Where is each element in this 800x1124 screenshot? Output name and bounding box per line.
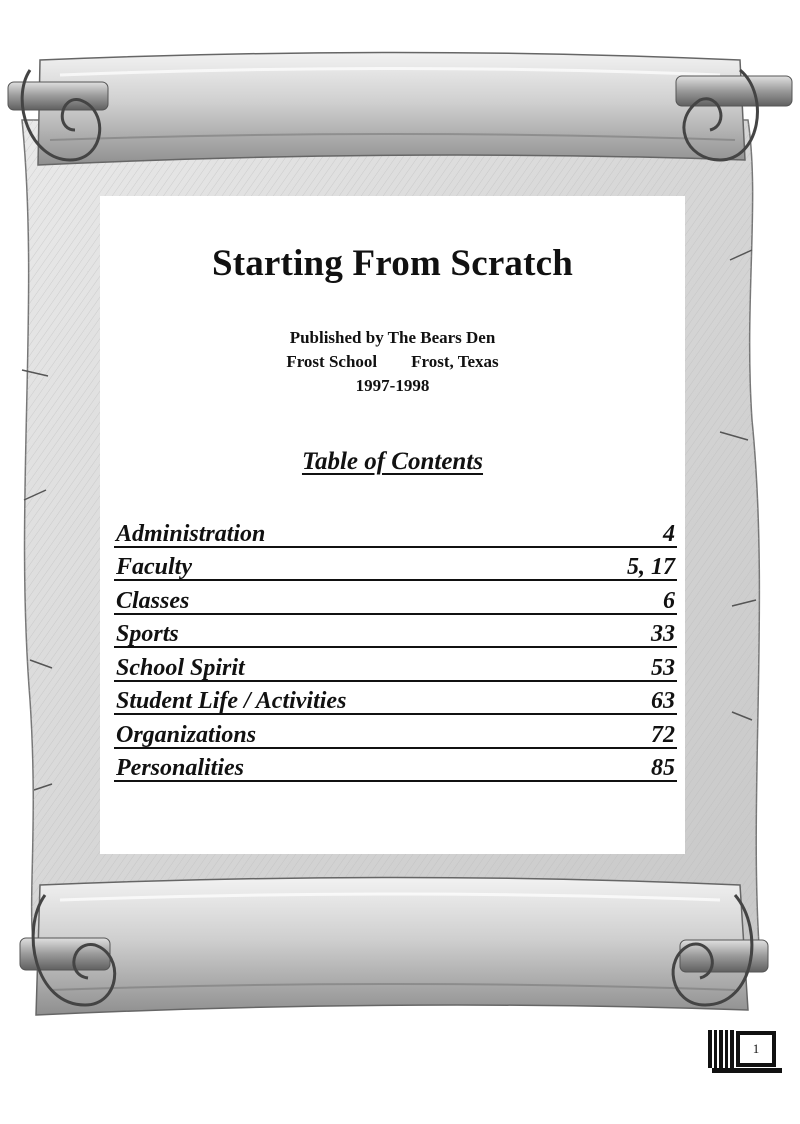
page-title: Starting From Scratch [211, 243, 574, 284]
toc-heading-text: Table of Contents [301, 448, 484, 475]
toc-entry-label: Faculty [116, 554, 192, 580]
toc-entry-label: Administration [116, 520, 266, 547]
content-panel [100, 196, 685, 854]
toc-entry-label: Classes [116, 587, 190, 614]
toc-entry-page: 6 [663, 587, 675, 614]
toc-entry-label: Sports [116, 621, 179, 647]
publisher-line: Published by The Bears Den [289, 328, 496, 347]
toc-entry [114, 648, 677, 682]
toc-entry-label: Organizations [116, 721, 257, 748]
toc-entry-label: Personalities [116, 755, 245, 781]
school-location: Frost, Texas [411, 352, 499, 371]
toc-heading [100, 448, 685, 476]
publication-info [100, 326, 685, 398]
toc-entry-page: 85 [651, 755, 675, 781]
toc-entry-page: 33 [651, 621, 675, 647]
toc-entry-label: School Spirit [116, 654, 245, 681]
page-number: 1 [752, 1041, 760, 1056]
school-year: 1997-1998 [355, 376, 430, 395]
table-of-contents [114, 514, 677, 782]
toc-entry-page: 53 [651, 654, 675, 681]
toc-entry [114, 514, 677, 548]
page-number-badge [706, 1028, 786, 1076]
toc-entry-page: 72 [651, 721, 675, 748]
toc-entry [114, 749, 677, 783]
toc-entry-page: 63 [651, 688, 675, 714]
page-number-box [736, 1031, 776, 1067]
toc-entry [114, 548, 677, 582]
toc-entry [114, 682, 677, 716]
toc-entry [114, 581, 677, 615]
toc-entry [114, 715, 677, 749]
toc-entry-page: 5, 17 [627, 554, 675, 580]
school-location-line [100, 350, 685, 374]
school-name: Frost School [286, 352, 378, 371]
toc-entry [114, 615, 677, 649]
toc-entry-label: Student Life / Activities [116, 688, 347, 714]
toc-entry-page: 4 [663, 520, 675, 547]
